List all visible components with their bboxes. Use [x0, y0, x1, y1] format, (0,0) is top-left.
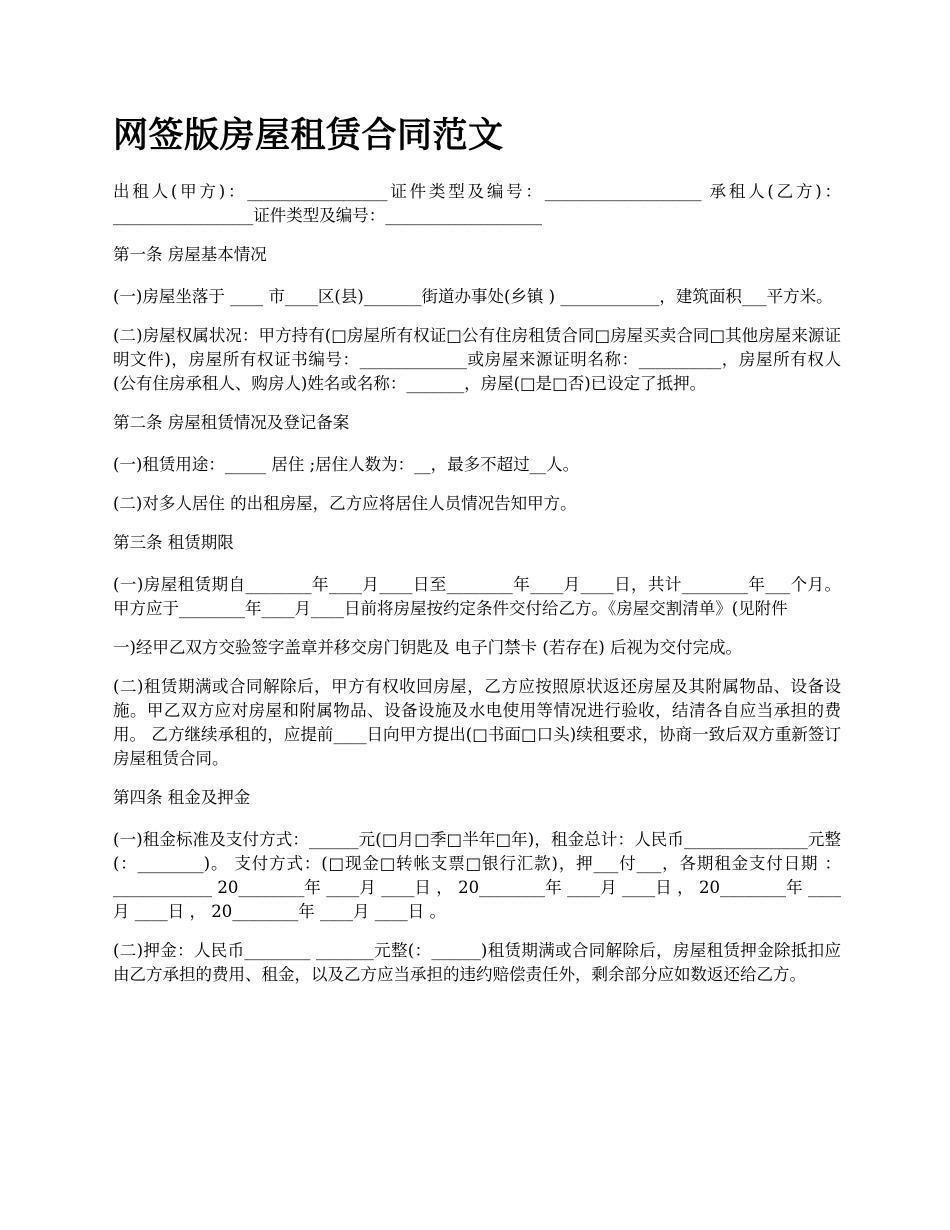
clause-paragraph: (一)租金标准及支付方式：______元(□月□季□半年□年)，租金总计：人民币_______________元整(：________)。 支付方式：(□现金□转帐支票□银行汇款)，押___付___，各期租金支付日期 ：____________ 20________年 ____月 ____日 ， 20________年 ____月 ____日 ， 20________年 ____月 ____日 ， 20________年 ____月 ____日 。 — [113, 830, 841, 921]
clause-paragraph: (二)租赁期满或合同解除后，甲方有权收回房屋，乙方应按照原状返还房屋及其附属物品、设备设施。甲乙双方应对房屋和附属物品、设备设施及水电使用等情况进行验收，结清各自应当承担的费用。 乙方继续承租的，应提前____日向甲方提出(□书面□口头)续租要求，协商一致后双方重新签订房屋租赁合同。 — [113, 677, 841, 768]
article-heading: 第二条 房屋租赁情况及登记备案 — [113, 413, 350, 432]
clause-paragraph: (二)房屋权属状况：甲方持有(□房屋所有权证□公有住房租赁合同□房屋买卖合同□其他房屋来源证明文件)，房屋所有权证书编号：_____________或房屋来源证明名称：__________，房屋所有权人(公有住房承租人、购房人)姓名或名称：_______，房屋(□是□否)已设定了抵押。 — [113, 326, 841, 393]
clause-paragraph: (二)对多人居住 的出租房屋，乙方应将居住人员情况告知甲方。 — [113, 494, 577, 513]
clause-paragraph: (二)押金：人民币________ _______元整(：______)租赁期满或合同解除后，房屋租赁押金除抵扣应由乙方承担的费用、租金，以及乙方应当承担的违约赔偿责任外，剩余部分应如数返还给乙方。 — [113, 941, 841, 984]
document-title: 网签版房屋租赁合同范文 — [113, 115, 504, 156]
article-heading: 第一条 房屋基本情况 — [113, 245, 267, 264]
article-heading: 第三条 租赁期限 — [113, 533, 234, 552]
clause-paragraph: (一)房屋租赁期自________年____月____日至________年____月____日，共计________年___个月。甲方应于________年____月____日前将房屋按约定条件交付给乙方。《房屋交割清单》(见附件 — [113, 575, 841, 618]
document-body — [113, 180, 841, 1002]
clause-paragraph: (一)房屋坐落于 ____ 市____区(县)_______街道办事处(乡镇 ) ____________，建筑面积___平方米。 — [113, 287, 833, 306]
article-heading: 第四条 租金及押金 — [113, 788, 251, 807]
parties-paragraph: 出租人(甲方)：_________________证件类型及编号：___________________ 承租人(乙方)：_________________证件类型及编号：___________________ — [113, 182, 841, 225]
clause-paragraph: 一)经甲乙双方交验签字盖章并移交房门钥匙及 电子门禁卡 (若存在) 后视为交付完成。 — [113, 638, 743, 657]
clause-paragraph: (一)租赁用途：_____ 居住 ;居住人数为：__，最多不超过__人。 — [113, 455, 580, 474]
